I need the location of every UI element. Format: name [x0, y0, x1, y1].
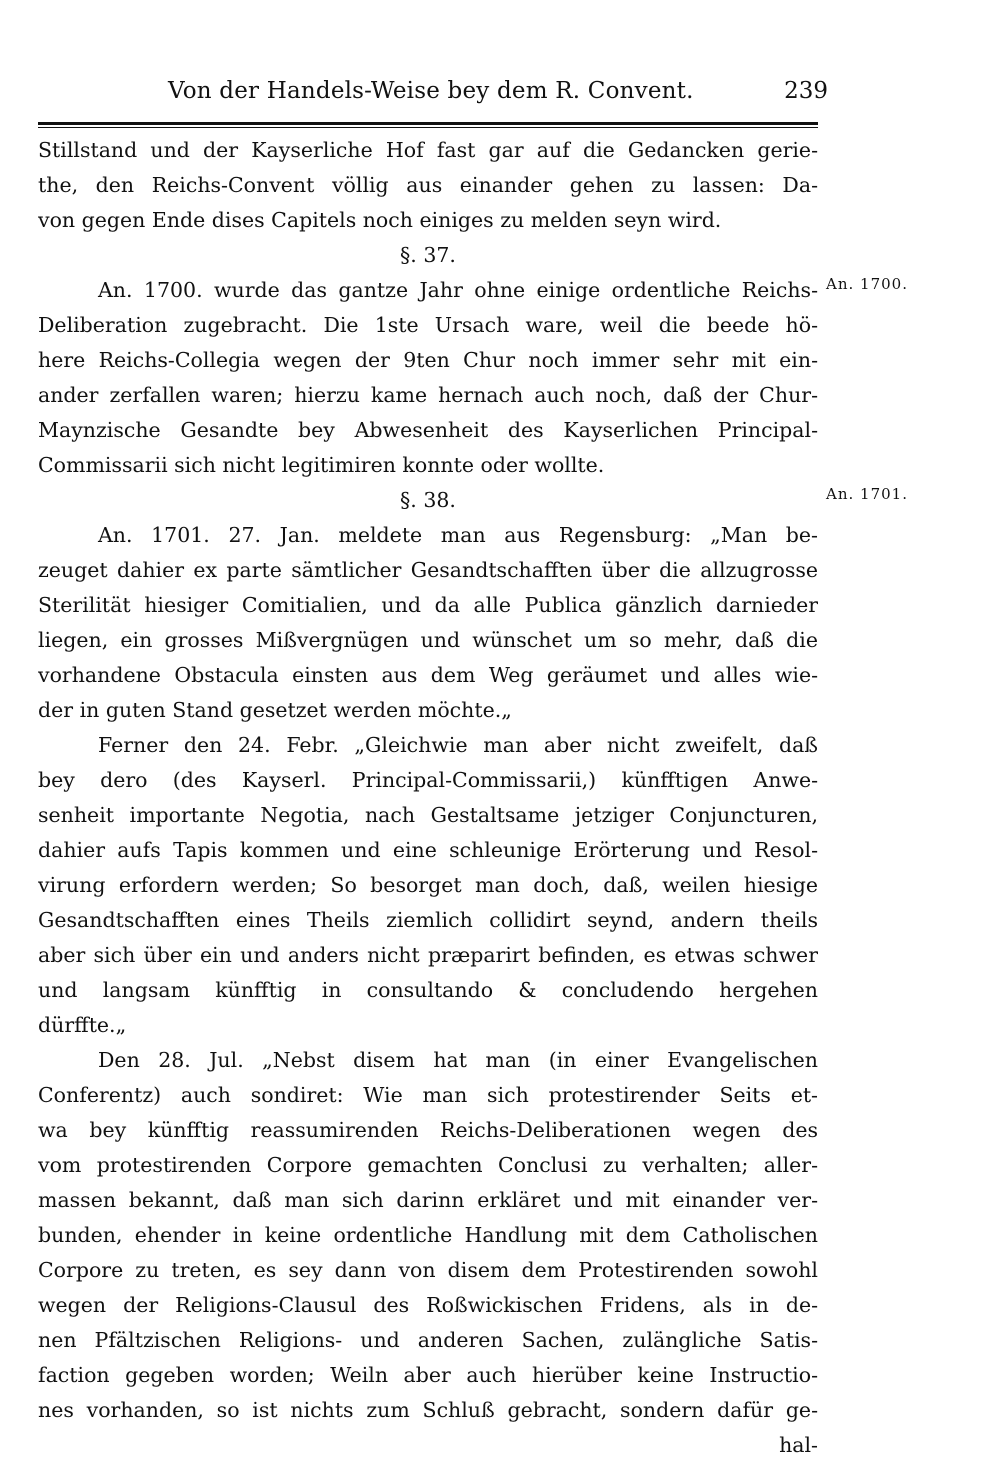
- running-title: Von der Handels-Weise bey dem R. Convent.: [168, 78, 694, 104]
- text-line: the, den Reichs-Convent völlig aus einander gehen zu lassen: Da-: [38, 173, 818, 197]
- text-line: An. 1701. 27. Jan. meldete man aus Regensburg: „Man be-: [98, 523, 818, 547]
- text-line: zeuget dahier ex parte sämtlicher Gesandtschafften über die allzugrosse: [38, 558, 818, 582]
- text-line: hal-: [779, 1433, 818, 1457]
- text-line: bey dero (des Kayserl. Principal-Commissarii,) künfftigen Anwe-: [38, 768, 818, 792]
- text-line: von gegen Ende dises Capitels noch einiges zu melden seyn wird.: [38, 208, 722, 232]
- margin-note-1700: An. 1700.: [826, 275, 908, 293]
- text-line: dürffte.„: [38, 1013, 127, 1037]
- margin-note-1701: An. 1701.: [826, 485, 908, 503]
- text-line: massen bekannt, daß man sich darinn erkläret und mit einander ver-: [38, 1188, 818, 1212]
- text-line: vorhandene Obstacula einsten aus dem Weg geräumet und alles wie-: [38, 663, 818, 687]
- text-line: Deliberation zugebracht. Die 1ste Ursach ware, weil die beede hö-: [38, 313, 818, 337]
- text-line: Gesandtschafften eines Theils ziemlich collidirt seynd, andern theils: [38, 908, 818, 932]
- text-line: Sterilität hiesiger Comitialien, und da alle Publica gänzlich darnieder: [38, 593, 818, 617]
- text-line: Commissarii sich nicht legitimiren konnte oder wollte.: [38, 453, 605, 477]
- section-heading: §. 38.: [400, 488, 456, 512]
- text-line: Maynzische Gesandte bey Abwesenheit des Kayserlichen Principal-: [38, 418, 818, 442]
- text-line: vom protestirenden Corpore gemachten Conclusi zu verhalten; aller-: [38, 1153, 818, 1177]
- section-heading: §. 37.: [400, 243, 456, 267]
- header-rule-thin: [38, 127, 818, 128]
- text-line: Den 28. Jul. „Nebst disem hat man (in einer Evangelischen: [98, 1048, 818, 1072]
- text-line: faction gegeben worden; Weiln aber auch hierüber keine Instructio-: [38, 1363, 818, 1387]
- text-line: und langsam künfftig in consultando & concludendo hergehen: [38, 978, 818, 1002]
- page-number: 239: [784, 78, 828, 104]
- text-line: Corpore zu treten, es sey dann von disem dem Protestirenden sowohl: [38, 1258, 818, 1282]
- text-line: der in guten Stand gesetzet werden möchte.„: [38, 698, 512, 722]
- text-line: ander zerfallen waren; hierzu kame hernach auch noch, daß der Chur-: [38, 383, 818, 407]
- text-line: dahier aufs Tapis kommen und eine schleunige Erörterung und Resol-: [38, 838, 818, 862]
- header-rule: [38, 122, 818, 125]
- text-line: here Reichs-Collegia wegen der 9ten Chur noch immer sehr mit ein-: [38, 348, 818, 372]
- text-line: Conferentz) auch sondiret: Wie man sich protestirender Seits et-: [38, 1083, 818, 1107]
- text-line: virung erfordern werden; So besorget man doch, daß, weilen hiesige: [38, 873, 818, 897]
- text-line: Ferner den 24. Febr. „Gleichwie man aber nicht zweifelt, daß: [98, 733, 818, 757]
- text-line: nen Pfältzischen Religions- und anderen Sachen, zulängliche Satis-: [38, 1328, 818, 1352]
- text-line: nes vorhanden, so ist nichts zum Schluß gebracht, sondern dafür ge-: [38, 1398, 818, 1422]
- text-line: wa bey künfftig reassumirenden Reichs-Deliberationen wegen des: [38, 1118, 818, 1142]
- text-line: aber sich über ein und anders nicht præparirt befinden, es etwas schwer: [38, 943, 818, 967]
- text-line: bunden, ehender in keine ordentliche Handlung mit dem Catholischen: [38, 1223, 818, 1247]
- text-line: liegen, ein grosses Mißvergnügen und wünschet um so mehr, daß die: [38, 628, 818, 652]
- text-line: Stillstand und der Kayserliche Hof fast gar auf die Gedancken gerie-: [38, 138, 818, 162]
- text-line: wegen der Religions-Clausul des Roßwickischen Fridens, als in de-: [38, 1293, 818, 1317]
- text-line: senheit importante Negotia, nach Gestaltsame jetziger Conjuncturen,: [38, 803, 818, 827]
- body-text: [38, 133, 818, 1463]
- text-line: An. 1700. wurde das gantze Jahr ohne einige ordentliche Reichs-: [98, 278, 818, 302]
- page-header: [168, 78, 828, 112]
